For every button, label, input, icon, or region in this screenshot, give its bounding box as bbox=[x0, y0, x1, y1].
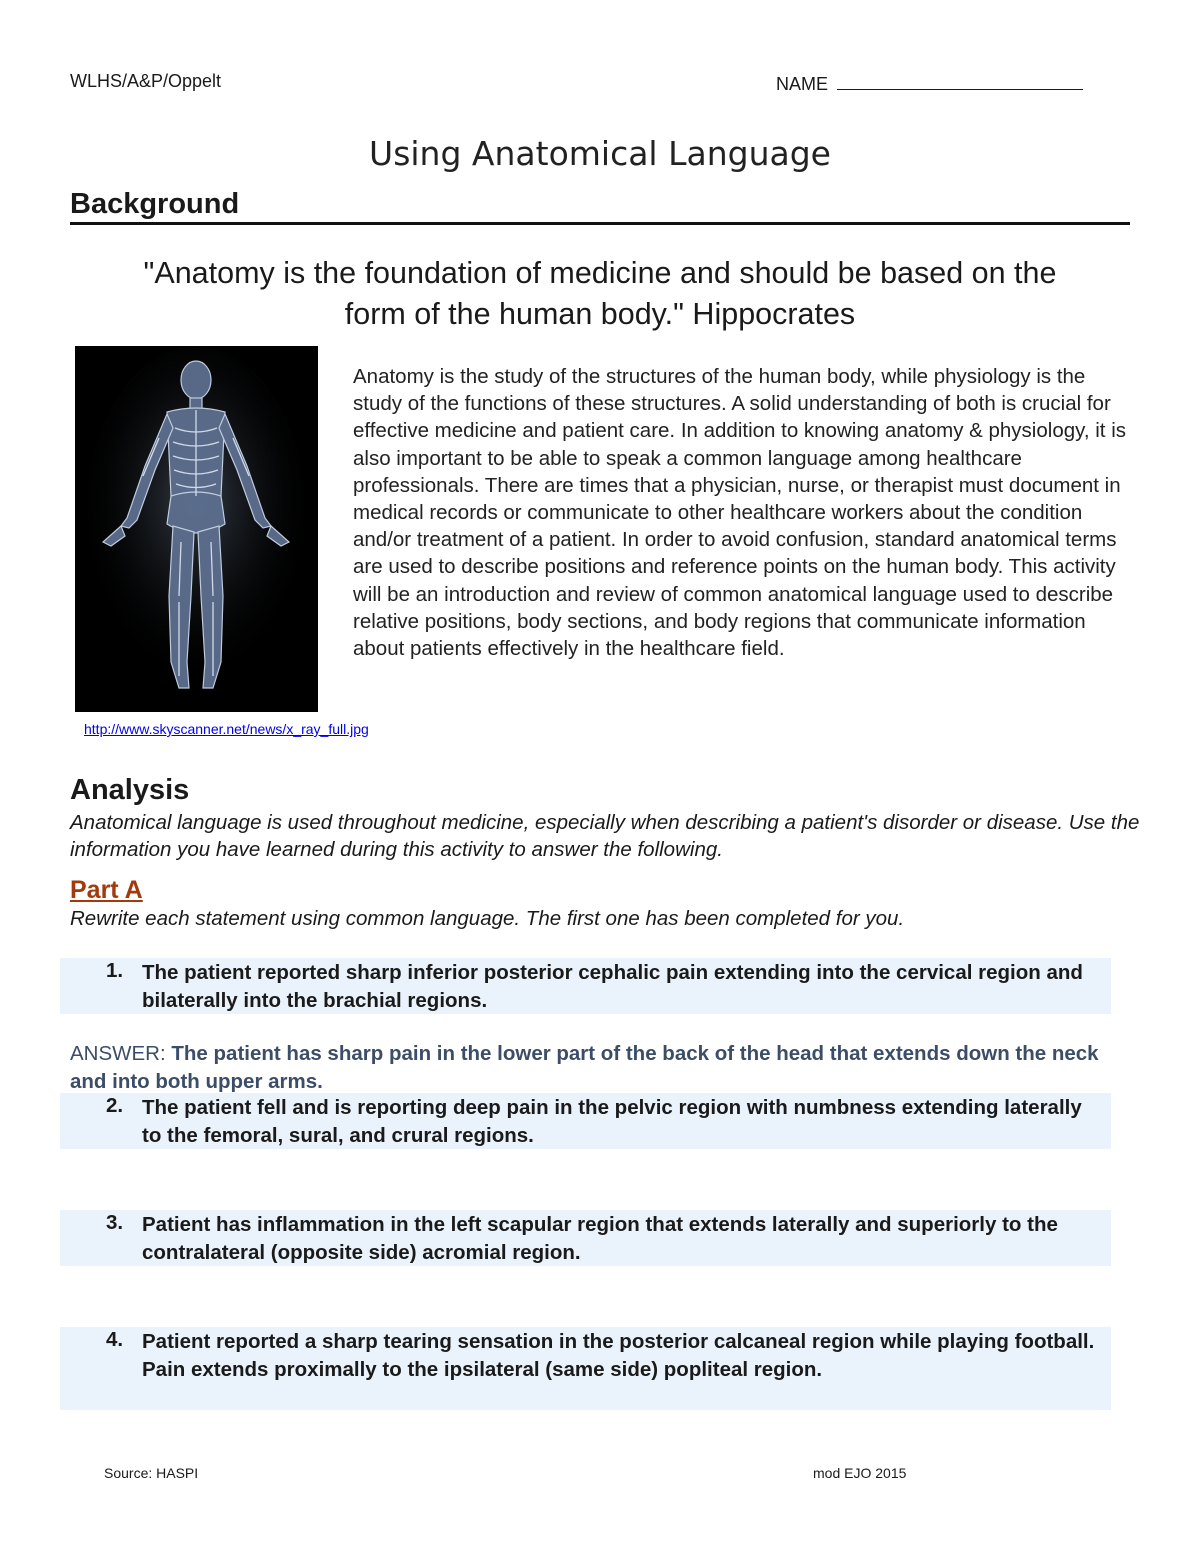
name-blank-line bbox=[837, 71, 1083, 90]
background-heading: Background bbox=[70, 188, 1130, 225]
question-text: The patient fell and is reporting deep pain in the pelvic region with numbness extending laterally to the femoral, sural, and crural regions. bbox=[142, 1096, 1082, 1147]
answer-example bbox=[70, 1040, 1120, 1095]
image-credit-link[interactable]: http://www.skyscanner.net/news/x_ray_full.jpg bbox=[84, 721, 369, 737]
header-name-field bbox=[776, 71, 1083, 95]
part-a-intro: Rewrite each statement using common language. The first one has been completed for you. bbox=[70, 907, 905, 930]
analysis-intro: Anatomical language is used throughout medicine, especially when describing a patient's disorder or disease. Use the information you have learned during this activity to answer the following. bbox=[70, 811, 1140, 861]
quote-line-1: "Anatomy is the foundation of medicine and should be based on the bbox=[143, 256, 1057, 290]
xray-skeleton-image bbox=[75, 346, 318, 712]
answer-label: ANSWER: bbox=[70, 1042, 166, 1065]
footer-source: Source: HASPI bbox=[104, 1465, 199, 1481]
question-text: The patient reported sharp inferior posterior cephalic pain extending into the cervical region and bilaterally into the brachial regions. bbox=[142, 961, 1083, 1012]
question-2 bbox=[60, 1093, 1111, 1149]
analysis-heading: Analysis bbox=[70, 774, 190, 806]
question-text: Patient reported a sharp tearing sensation in the posterior calcaneal region while playing football. Pain extends proximally to the ipsilateral (same side) popliteal region. bbox=[142, 1330, 1095, 1381]
question-number: 2. bbox=[106, 1094, 124, 1117]
question-number: 3. bbox=[106, 1211, 124, 1234]
question-3 bbox=[60, 1210, 1111, 1266]
hippocrates-quote bbox=[60, 253, 1140, 335]
background-paragraph: Anatomy is the study of the structures of the human body, while physiology is the study of the functions of these structures. A solid understanding of both is crucial for effective medicine and patient care. In addition to knowing anatomy & physiology, it is also important to be able to speak a common language among healthcare professionals. There are times that a physician, nurse, or therapist must document in medical records or communicate to other healthcare workers about the condition and/or treatment of a patient. In order to avoid confusion, standard anatomical terms are used to describe positions and reference points on the human body. This activity will be an introduction and review of common anatomical language used to describe relative positions, body sections, and body regions that communicate information about patients effectively in the healthcare field. bbox=[353, 365, 1126, 661]
footer-mod: mod EJO 2015 bbox=[813, 1465, 907, 1481]
quote-line-2: form of the human body." Hippocrates bbox=[344, 297, 856, 331]
page-title: Using Anatomical Language bbox=[369, 134, 831, 173]
question-number: 1. bbox=[106, 959, 124, 982]
header-course: WLHS/A&P/Oppelt bbox=[70, 71, 222, 91]
name-label: NAME bbox=[776, 74, 829, 94]
question-number: 4. bbox=[106, 1328, 124, 1351]
question-1 bbox=[60, 958, 1111, 1014]
question-text: Patient has inflammation in the left scapular region that extends laterally and superiorly to the contralateral (opposite side) acromial region. bbox=[142, 1213, 1058, 1264]
question-4 bbox=[60, 1327, 1111, 1410]
answer-text: The patient has sharp pain in the lower part of the back of the head that extends down the neck and into both upper arms. bbox=[70, 1042, 1099, 1093]
part-a-heading: Part A bbox=[70, 876, 143, 904]
